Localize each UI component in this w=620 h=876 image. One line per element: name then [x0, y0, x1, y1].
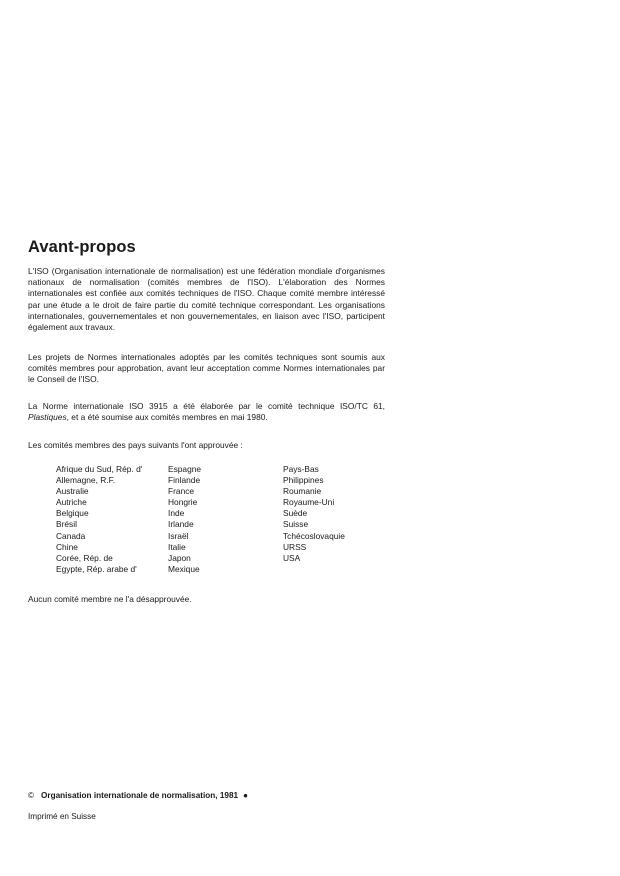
- copyright-icon: ©: [28, 791, 35, 800]
- country-item: Allemagne, R.F.: [56, 475, 116, 486]
- printed-in-notice: Imprimé en Suisse: [28, 812, 96, 821]
- country-item: Belgique: [56, 508, 89, 519]
- country-item: Brésil: [56, 519, 77, 530]
- paragraph-iso-description: L'ISO (Organisation internationale de normalisation) est une fédération mondiale d'organismes nationaux de normalisation (comités membres de l'ISO). L'élaboration des Normes internationales est confiée aux comités techniques de l'ISO. Chaque comité membre intéressé par une étude a le droit de faire partie du comité technique correspondant. Les organisations internationales, gouvernementales et non gouvernementales, en liaison avec l'ISO, participent également aux travaux.: [28, 266, 385, 333]
- country-item: Finlande: [168, 475, 201, 486]
- country-item: Japon: [168, 552, 191, 563]
- copyright-organisation: Organisation internationale de normalisation, 1981: [41, 791, 239, 800]
- page-title: Avant-propos: [28, 238, 136, 256]
- paragraph-approvals-intro: Les comités membres des pays suivants l'ont approuvée :: [28, 440, 243, 450]
- copyright-notice: [28, 791, 248, 800]
- country-item: Suisse: [283, 519, 309, 530]
- approving-countries-list: [0, 464, 620, 576]
- country-item: France: [168, 486, 195, 497]
- country-item: Australie: [56, 486, 89, 497]
- country-item: Afrique du Sud, Rép. d': [56, 464, 143, 474]
- country-item: Egypte, Rép. arabe d': [56, 563, 137, 574]
- countries-column-1: [56, 464, 142, 575]
- countries-column-2: [168, 464, 201, 575]
- country-item: Israël: [168, 530, 189, 541]
- paragraph-iso-3915-part2: , et a été soumise aux comités membres en mai 1980.: [66, 412, 268, 423]
- country-item: Irlande: [168, 519, 194, 530]
- country-item: Chine: [56, 541, 78, 552]
- country-item: URSS: [283, 541, 307, 552]
- technical-committee-name: Plastiques: [28, 412, 67, 423]
- paragraph-iso-3915-part1: La Norme internationale ISO 3915 a été élaborée par le comité technique ISO/TC 61,: [28, 401, 385, 411]
- paragraph-no-disapproval: Aucun comité membre ne l'a désapprouvée.: [28, 594, 192, 604]
- country-item: Philippines: [283, 475, 324, 486]
- country-item: Espagne: [168, 464, 202, 474]
- country-item: USA: [283, 552, 301, 563]
- country-item: Italie: [168, 541, 186, 552]
- country-item: Inde: [168, 508, 185, 519]
- paragraph-iso-3915: [28, 401, 385, 423]
- country-item: Mexique: [168, 563, 200, 574]
- paragraph-draft-standards: Les projets de Normes internationales adoptés par les comités techniques sont soumis aux comités membres pour approbation, avant leur acceptation comme Normes internationales par le Conseil de l'ISO.: [28, 352, 385, 385]
- countries-column-3: [283, 464, 345, 564]
- country-item: Corée, Rép. de: [56, 552, 113, 563]
- country-item: Canada: [56, 530, 86, 541]
- country-item: Hongrie: [168, 497, 198, 508]
- country-item: Tchécoslovaquie: [283, 530, 345, 541]
- country-item: Pays-Bas: [283, 464, 319, 474]
- country-item: Suède: [283, 508, 308, 519]
- country-item: Roumanie: [283, 486, 322, 497]
- country-item: Autriche: [56, 497, 87, 508]
- bullet-icon: ●: [243, 791, 249, 800]
- country-item: Royaume-Uni: [283, 497, 335, 508]
